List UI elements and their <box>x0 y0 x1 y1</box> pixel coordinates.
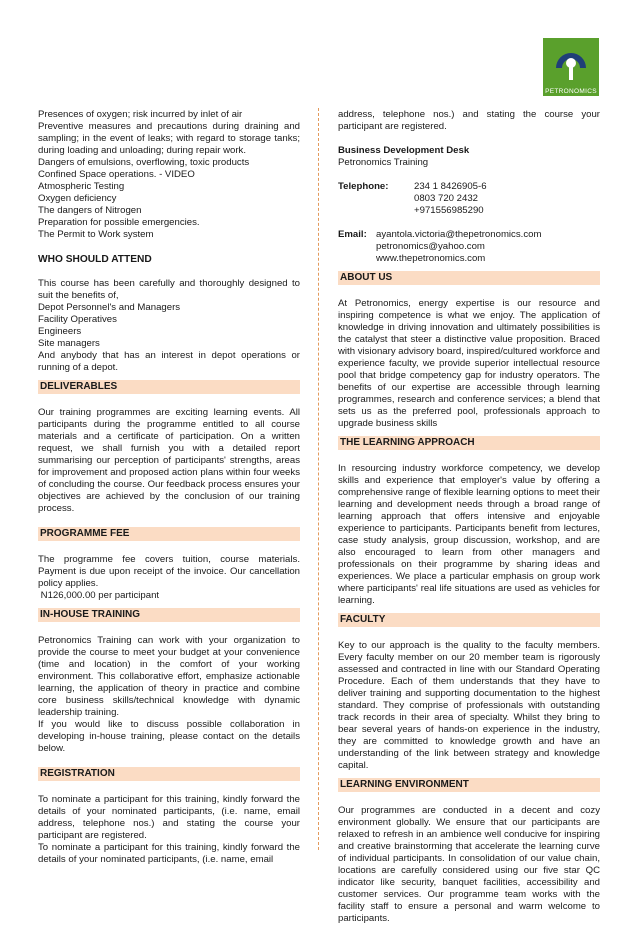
list-item: Preventive measures and precautions during draining and sampling; in the event of leaks; with regard to storage tanks; during loading and unloading; during repair work. <box>38 121 300 156</box>
programme-fee-heading: PROGRAMME FEE <box>38 527 300 541</box>
telephone-block <box>338 181 600 217</box>
list-item: Dangers of emulsions, overflowing, toxic products <box>38 157 250 168</box>
learning-environment-heading: LEARNING ENVIRONMENT <box>338 778 600 792</box>
about-us-heading: ABOUT US <box>338 271 600 285</box>
website-link[interactable]: www.thepetronomics.com <box>376 253 486 264</box>
left-column <box>38 109 300 866</box>
faculty-text: Key to our approach is the quality to the faculty members. Every faculty member on our 20 member team is rigorously assessed and contracted in line with our Standard Operating Procedure. Each of them understands that they have to deliver training and supporting documentation to the highest standard. They comprise of professionals with outstanding track records in their area of specialty. Whilst they bring to bear several years of hands-on experience in the industry, they are committed to knowledge growth and have an understanding of the link between strategy and knowledge capital. <box>338 640 600 771</box>
learning-environment-text: Our programmes are conducted in a decent and cozy environment globally. We ensure that our participants are relaxed to refresh in an ambience well conducive for inspiring and creative brainstorming that accelerate the learning curve of individual participants. In consolidation of our value chain, locations are carefully considered using our five star QC indicator like security, banquet facilities, accessibility and customer services. Our programme team works with the facility staff to ensure a personal and warm welcome to participants. <box>338 805 600 924</box>
email-block <box>338 229 600 265</box>
in-house-training-heading: IN-HOUSE TRAINING <box>38 608 300 622</box>
in-house-training-contact-text: If you would like to discuss possible collaboration in developing in-house training, please contact on the details below. <box>38 719 300 754</box>
list-item: Engineers <box>38 326 82 337</box>
who-should-attend-heading: WHO SHOULD ATTEND <box>38 254 152 265</box>
list-item: Confined Space operations. - VIDEO <box>38 169 195 180</box>
list-item: Oxygen deficiency <box>38 193 117 204</box>
registration-continued-text: address, telephone nos.) and stating the course your participant are registered. <box>338 109 600 132</box>
petronomics-logo <box>543 38 599 96</box>
column-divider <box>318 108 319 850</box>
who-should-attend-list <box>38 278 300 374</box>
list-item: Site managers <box>38 338 100 349</box>
telephone-number: 0803 720 2432 <box>414 193 479 204</box>
keyhole-emblem-icon <box>543 38 599 88</box>
list-item: Depot Personnel's and Managers <box>38 302 181 313</box>
business-development-title: Business Development Desk <box>338 145 470 156</box>
registration-text-repeat: To nominate a participant for this training, kindly forward the details of your nominated participants, (i.e. name, email <box>38 842 300 865</box>
in-house-training-text: Petronomics Training can work with your organization to provide the course to meet your budget at your convenience (time and location) in the comfort of your working environment. This collaborative effort, emphasize actionable learning, the application of theory in practice and combine core business skills/technical knowledge with dynamic leadership training. <box>38 635 300 718</box>
list-item: Atmospheric Testing <box>38 181 125 192</box>
telephone-number: 234 1 8426905-6 <box>414 181 487 192</box>
programme-fee-amount: N126,000.00 per participant <box>38 590 160 601</box>
email-address[interactable]: ayantola.victoria@thepetronomics.com <box>376 229 542 240</box>
deliverables-text: Our training programmes are exciting learning events. All participants during the programme entitled to all course materials and a certificate of participation. On a written request, we shall furnish you with a detailed report summarising our perception of participants' strengths, areas for improvement and proposed action plans within four weeks of concluding the course. Our feedback process ensures your objectives are achieved by the conclusion of our training process. <box>38 407 300 514</box>
deliverables-heading: DELIVERABLES <box>38 380 300 394</box>
email-label: Email: <box>338 229 367 240</box>
learning-approach-text: In resourcing industry workforce competency, we develop skills and experience that employer's value by offering a comprehensive range of flexible learning options to meet their learning and development needs through a broad range of learning approach that offers intensive and enjoyable experience to participants. Participants benefit from lectures, case study analysis, group discussion, workshop, and are also encouraged to learn from other managers and professionals on their programme by sharing ideas and experiences. We place a particular emphasis on group work where participants' real life situations are used as vehicles for learning. <box>338 463 600 606</box>
registration-text: To nominate a participant for this training, kindly forward the details of your nominated participants, (i.e. name, email address, telephone nos.) and stating the course your participant are registered. <box>38 794 300 841</box>
email-list <box>376 229 541 265</box>
list-item: And anybody that has an interest in depot operations or running of a depot. <box>38 350 300 373</box>
about-us-text: At Petronomics, energy expertise is our resource and inspiring competence is what we enjoy. The application of knowledge in driving innovation and ultimately possibilities is the catalyst that steer a distinctive value proposition. Braced with visionary advisory board, inspired/cultured workforce and experience faculty, we provide superior intellectual resource pool that bridge competency gap for industry operators. The benefits of our expertise are accessible through learning programmes, research and conference services; a blend that sets us as the preferred pool, professionals approach to upgrade business skills <box>338 298 600 429</box>
email-address[interactable]: petronomics@yahoo.com <box>376 241 485 252</box>
list-item: This course has been carefully and thoroughly designed to suit the benefits of, <box>38 278 300 301</box>
logo-wordmark: PETRONOMICS <box>545 88 597 95</box>
business-development-subtitle: Petronomics Training <box>338 157 429 168</box>
registration-heading: REGISTRATION <box>38 767 300 781</box>
learning-approach-heading: THE LEARNING APPROACH <box>338 436 600 450</box>
list-item: The Permit to Work system <box>38 229 154 240</box>
intro-list <box>38 109 300 241</box>
telephone-list <box>414 181 487 217</box>
list-item: Facility Operatives <box>38 314 117 325</box>
list-item: The dangers of Nitrogen <box>38 205 142 216</box>
list-item: Presences of oxygen; risk incurred by inlet of air <box>38 109 243 120</box>
list-item: Preparation for possible emergencies. <box>38 217 200 228</box>
right-column <box>338 109 600 925</box>
programme-fee-text: The programme fee covers tuition, course materials. Payment is due upon receipt of the invoice. Our cancellation policy applies. <box>38 554 300 589</box>
telephone-label: Telephone: <box>338 181 389 192</box>
faculty-heading: FACULTY <box>338 613 600 627</box>
telephone-number: +971556985290 <box>414 205 484 216</box>
